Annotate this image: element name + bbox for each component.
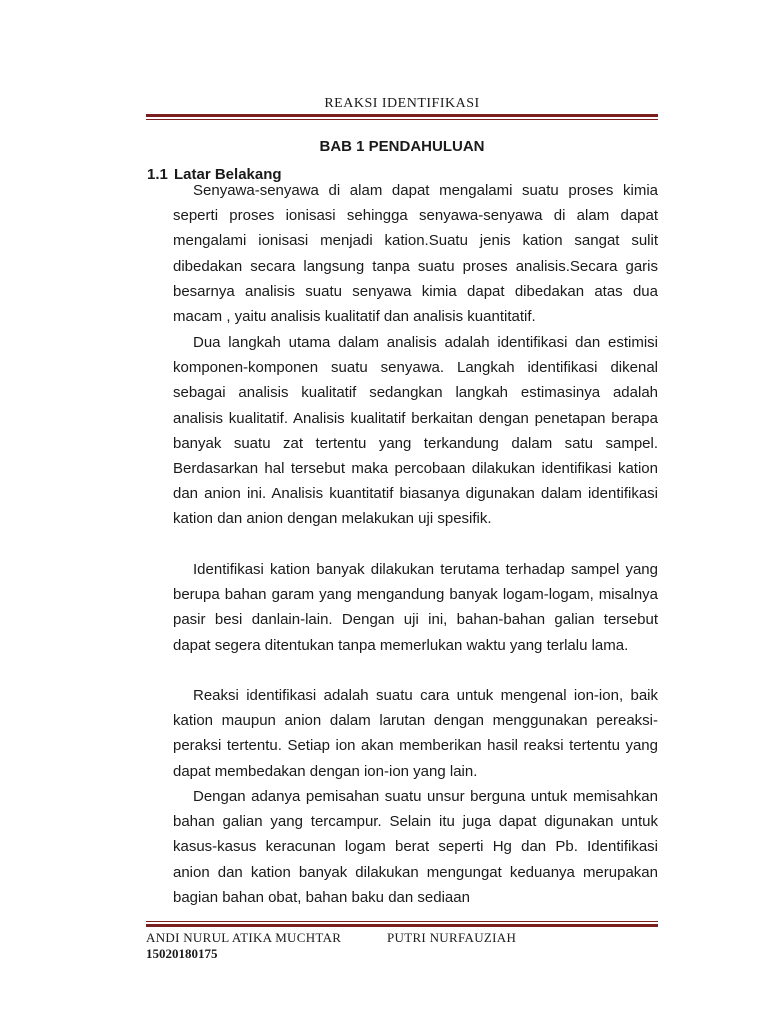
running-header-title: REAKSI IDENTIFIKASI	[324, 96, 480, 111]
footer-author-2-name: PUTRI NURFAUZIAH	[387, 930, 517, 945]
paragraph-2: Dua langkah utama dalam analisis adalah identifikasi dan estimisi komponen-komponen suatu senyawa. Langkah identifikasi dikenal sebagai analisis kualitatif sedangkan langkah estimasinya adalah analisis kualitatif. Analisis kualitatif berkaitan dengan penetapan berapa banyak suatu zat tertentu yang terkandung dalam satu sampel. Berdasarkan hal tersebut maka percobaan dilakukan identifikasi kation dan anion ini. Analisis kuantitatif biasanya digunakan dalam identifikasi kation dan anion dengan melakukan uji spesifik.	[173, 334, 658, 528]
section-number: 1.1	[147, 166, 168, 183]
paragraph-1: Senyawa-senyawa di alam dapat mengalami suatu proses kimia seperti proses ionisasi sehingga senyawa-senyawa di alam dapat mengalami ionisasi menjadi kation.Suatu jenis kation sangat sulit dibedakan secara langsung tanpa suatu proses analisis.Secara garis besarnya analisis suatu senyawa kimia dapat dibedakan atas dua macam , yaitu analisis kualitatif dan analisis kuantitatif.	[173, 182, 658, 326]
header-rule-thick	[146, 114, 658, 117]
chapter-title: BAB 1 PENDAHULUAN	[319, 138, 485, 155]
section-title: Latar Belakang	[174, 166, 282, 183]
footer-author-1-id: 15020180175	[146, 946, 218, 961]
footer-rule-thick	[146, 924, 658, 927]
paragraph-3: Identifikasi kation banyak dilakukan terutama terhadap sampel yang berupa bahan garam yang mengandung banyak logam-logam, misalnya pasir besi danlain-lain. Dengan uji ini, bahan-bahan galian tersebut dapat segera ditentukan tanpa memerlukan waktu yang terlalu lama.	[173, 561, 658, 654]
footer-author-1-name: ANDI NURUL ATIKA MUCHTAR	[146, 930, 342, 945]
footer-rule-thin	[146, 921, 658, 922]
header-rule-thin	[146, 119, 658, 120]
paragraph-5: Dengan adanya pemisahan suatu unsur berguna untuk memisahkan bahan galian yang tercampur. Selain itu juga dapat digunakan untuk kasus-kasus keracunan logam berat seperti Hg dan Pb. Identifikasi anion dan kation banyak dilakukan mengungat keduanya merupakan bagian bahan obat, bahan baku dan sediaan	[173, 788, 658, 906]
paragraph-4: Reaksi identifikasi adalah suatu cara untuk mengenal ion-ion, baik kation maupun anion dalam larutan dengan menggunakan pereaksi-peraksi tertentu. Setiap ion akan memberikan hasil reaksi tertentu yang dapat membedakan dengan ion-ion yang lain.	[173, 687, 658, 780]
